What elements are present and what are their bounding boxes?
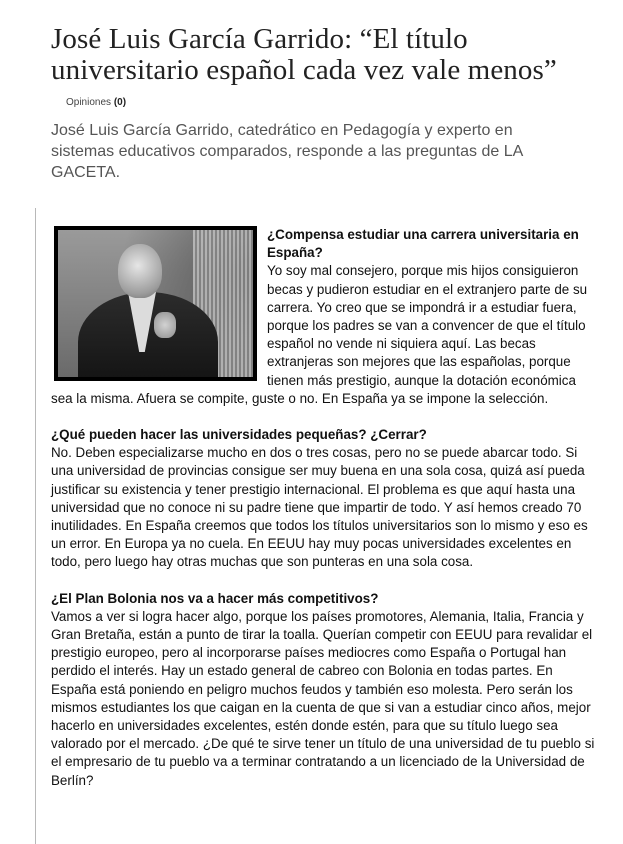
article-title: José Luis García Garrido: “El título universitario español cada vez vale menos”	[51, 23, 557, 86]
qa-item	[51, 590, 600, 790]
qa-question: ¿El Plan Bolonia nos va a hacer más competitivos?	[51, 590, 379, 606]
qa-question: ¿Qué pueden hacer las universidades pequeñas? ¿Cerrar?	[51, 427, 427, 443]
left-divider-line	[35, 208, 36, 844]
interviewee-photo	[54, 226, 257, 381]
opinions-count: (0)	[113, 97, 127, 108]
qa-item	[51, 426, 600, 572]
qa-question: ¿Compensa estudiar una carrera universitaria en España?	[267, 227, 579, 261]
qa-answer: No. Deben especializarse mucho en dos o tres cosas, pero no se puede abarcar todo. Si una universidad de provincias consigue ser muy buena en una sola cosa, quizá así pueda justificar su existencia y tener prestigio internacional. El problema es que aquí hasta una universidad que no conoce ni su padre tiene que impartir de todo. Y así hemos creado 70 inutilidades. En España creemos que todos los títulos universitarios son lo mismo y eso es un error. En Europa ya no cuela. En EEUU hay muy pocas universidades excelentes en todo, pero luego hay otras muchas que son punteras en una sola cosa.	[51, 445, 588, 570]
article-body	[51, 226, 600, 808]
article-lead: José Luis García Garrido, catedrático en Pedagogía y experto en sistemas educativos comparados, responde a las preguntas de LA GACETA.	[51, 122, 523, 181]
qa-answer: Vamos a ver si logra hacer algo, porque los países promotores, Alemania, Italia, Francia y Gran Bretaña, están a punto de tirar la toalla. Querían competir con EEUU para revalidar el prestigio europeo, pero al incorporarse países mediocres como España o Portugal han perdido el interés. Hay un estado general de cabreo con Bolonia en todas partes. En España está poniendo en peligro muchos feudos y también eso molesta. Pero serán los mismos estudiantes los que caigan en la cuenta de que si van a estudiar cinco años, mejor hacerlo en universidades excelentes, estén donde estén, para que su título luego sea valorado por el mercado. ¿De qué te sirve tener un título de una universidad de tu pueblo si el empresario de tu pueblo va a terminar contratando a un licenciado de la Universidad de Berlín?	[51, 608, 595, 788]
qa-answer: Yo soy mal consejero, porque mis hijos consiguieron becas y pudieron estudiar en el extranjero parte de su carrera. Yo creo que se impondrá ir a estudiar fuera, porque los padres se van a convencer de que el título español no vende ni siquiera aquí. Las becas extranjeras son mejores que las españolas, porque tienen más prestigio, aunque la dotación económica sea la misma. Afuera se compite, guste o no. En España ya se impone la selección.	[51, 263, 588, 406]
opinions-link[interactable]	[66, 97, 126, 108]
opinions-label: Opiniones	[66, 97, 112, 108]
